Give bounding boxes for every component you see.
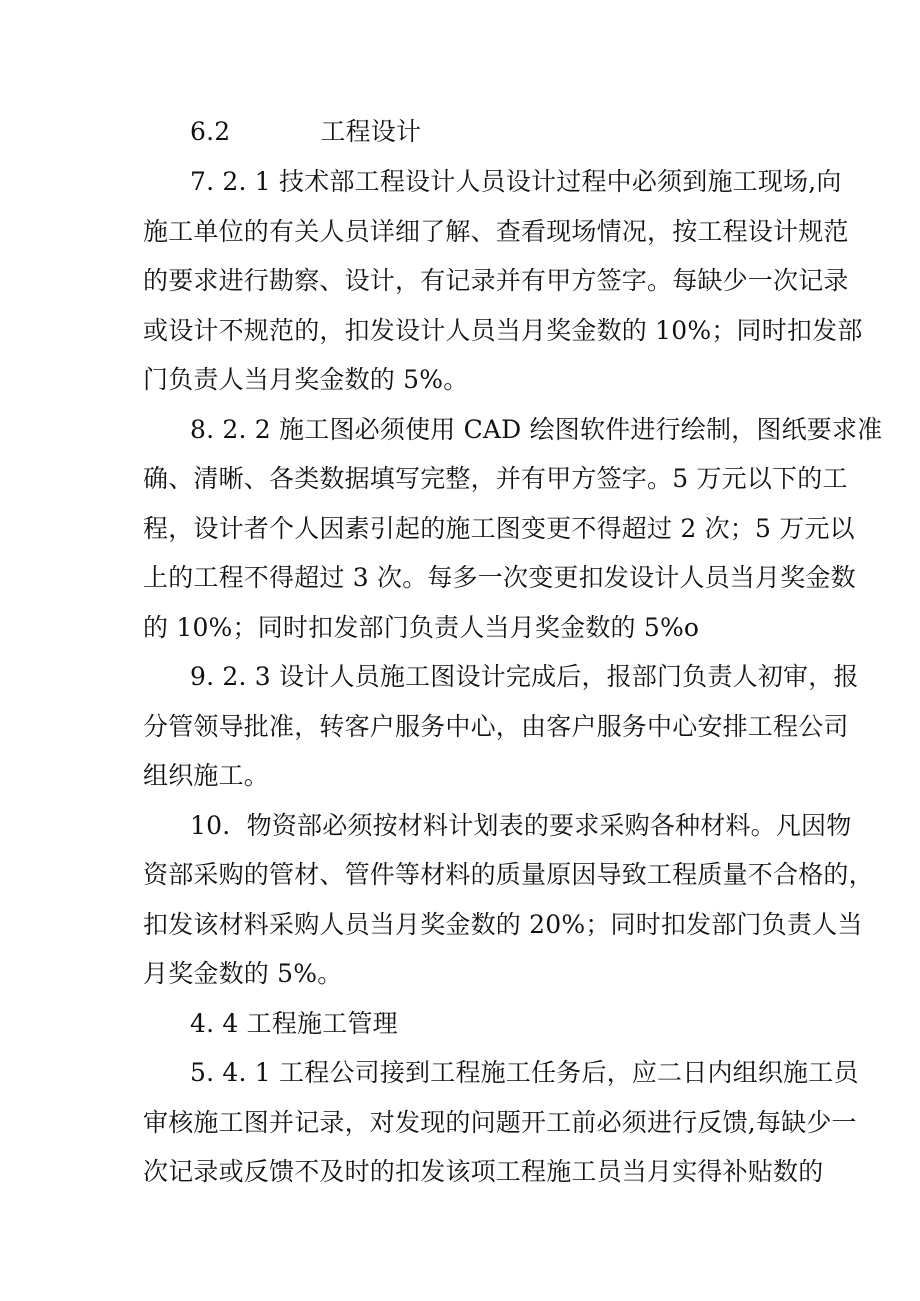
section-heading-4-4: 4. 4 工程施工管理 <box>190 1009 398 1038</box>
paragraph-line: 7. 2. 1 技术部工程设计人员设计过程中必须到施工现场,向 <box>190 167 842 196</box>
paragraph-line: 9. 2. 3 设计人员施工图设计完成后，报部门负责人初审，报 <box>190 662 859 691</box>
paragraph-line: 施工单位的有关人员详细了解、查看现场情况，按工程设计规范 <box>143 217 849 246</box>
paragraph-line: 分管领导批准，转客户服务中心，由客户服务中心安排工程公司 <box>143 712 849 741</box>
paragraph-line: 或设计不规范的，扣发设计人员当月奖金数的 10%；同时扣发部 <box>143 316 863 345</box>
paragraph-line: 8. 2. 2 施工图必须使用 CAD 绘图软件进行绘制，图纸要求准 <box>190 415 883 444</box>
paragraph-line: 确、清晰、各类数据填写完整，并有甲方签字。5 万元以下的工 <box>143 464 848 493</box>
paragraph-line: 的要求进行勘察、设计，有记录并有甲方签字。每缺少一次记录 <box>143 266 849 295</box>
paragraph-line: 组织施工。 <box>143 761 270 790</box>
paragraph-line: 10. 物资部必须按材料计划表的要求采购各种材料。凡因物 <box>190 811 852 840</box>
paragraph-line: 审核施工图并记录，对发现的问题开工前必须进行反馈,每缺少一 <box>143 1108 857 1137</box>
paragraph-line: 资部采购的管材、管件等材料的质量原因导致工程质量不合格的， <box>143 860 874 889</box>
paragraph-line: 月奖金数的 5%。 <box>143 959 343 988</box>
paragraph-line: 的 10%；同时扣发部门负责人当月奖金数的 5%o <box>143 613 700 642</box>
section-heading-6-2: 6.2 工程设计 <box>190 117 422 146</box>
paragraph-line: 门负责人当月奖金数的 5%。 <box>143 365 469 394</box>
paragraph-line: 次记录或反馈不及时的扣发该项工程施工员当月实得补贴数的 <box>143 1157 824 1186</box>
paragraph-line: 上的工程不得超过 3 次。每多一次变更扣发设计人员当月奖金数 <box>143 563 856 592</box>
paragraph-line: 5. 4. 1 工程公司接到工程施工任务后，应二日内组织施工员 <box>190 1058 859 1087</box>
paragraph-line: 扣发该材料采购人员当月奖金数的 20%；同时扣发部门负责人当 <box>143 910 863 939</box>
paragraph-line: 程，设计者个人因素引起的施工图变更不得超过 2 次；5 万元以 <box>143 514 855 543</box>
